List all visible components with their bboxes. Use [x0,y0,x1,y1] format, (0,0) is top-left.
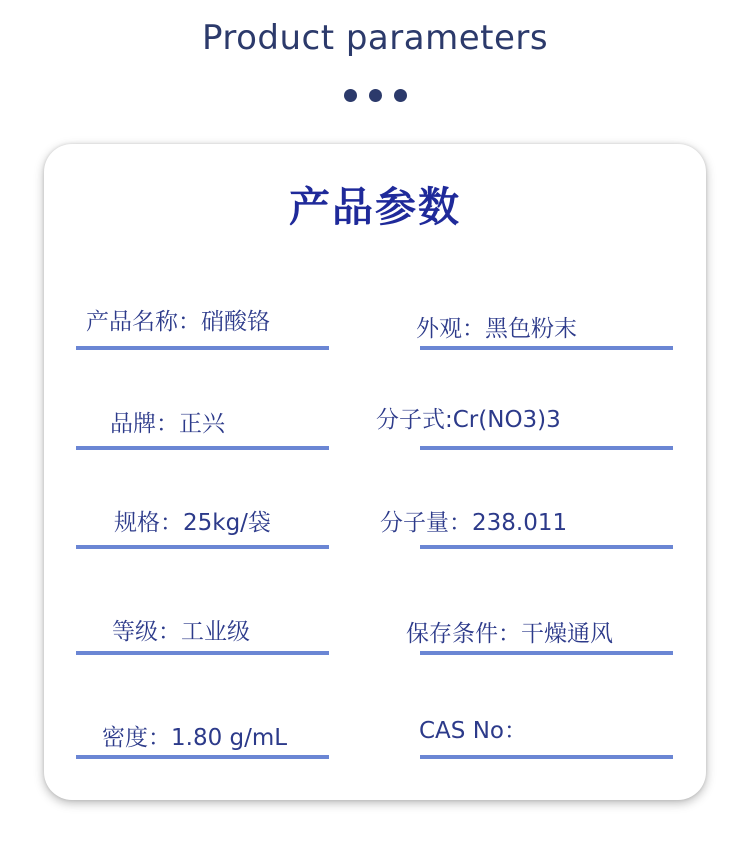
card-title: 产品参数 [289,183,461,231]
field-text: 产品名称：硝酸铬 [86,309,270,335]
field-underline [76,346,329,350]
field-spec [76,489,329,549]
field-text: CAS No： [419,718,527,744]
dot-icon [344,89,357,102]
field-molecular-weight [380,489,673,549]
field-grade [76,595,329,655]
field-underline [420,545,673,549]
field-cas-number [420,699,673,759]
dot-icon [369,89,382,102]
field-underline [420,651,673,655]
dot-icon [394,89,407,102]
field-storage [406,595,673,655]
field-text: 规格：25kg/袋 [114,510,271,536]
field-brand [76,390,329,450]
field-density [76,699,329,759]
field-text: 保存条件：干燥通风 [406,621,613,647]
field-underline [76,651,329,655]
decorative-dots [0,89,750,102]
field-underline [76,545,329,549]
field-text: 外观：黑色粉末 [416,316,577,342]
field-underline [420,755,673,759]
page-heading: Product parameters [201,18,549,58]
field-appearance [416,290,673,350]
field-underline [420,446,673,450]
field-text: 等级：工业级 [112,619,250,645]
field-text: 品牌：正兴 [110,411,225,437]
field-underline [76,755,329,759]
field-text: 密度：1.80 g/mL [102,725,288,751]
field-underline [420,346,673,350]
field-underline [76,446,329,450]
field-product-name [76,290,329,350]
field-text: 分子量：238.011 [380,510,568,536]
field-formula [376,390,673,450]
field-text: 分子式:Cr(NO3)3 [376,407,561,433]
parameters-card [44,144,706,800]
